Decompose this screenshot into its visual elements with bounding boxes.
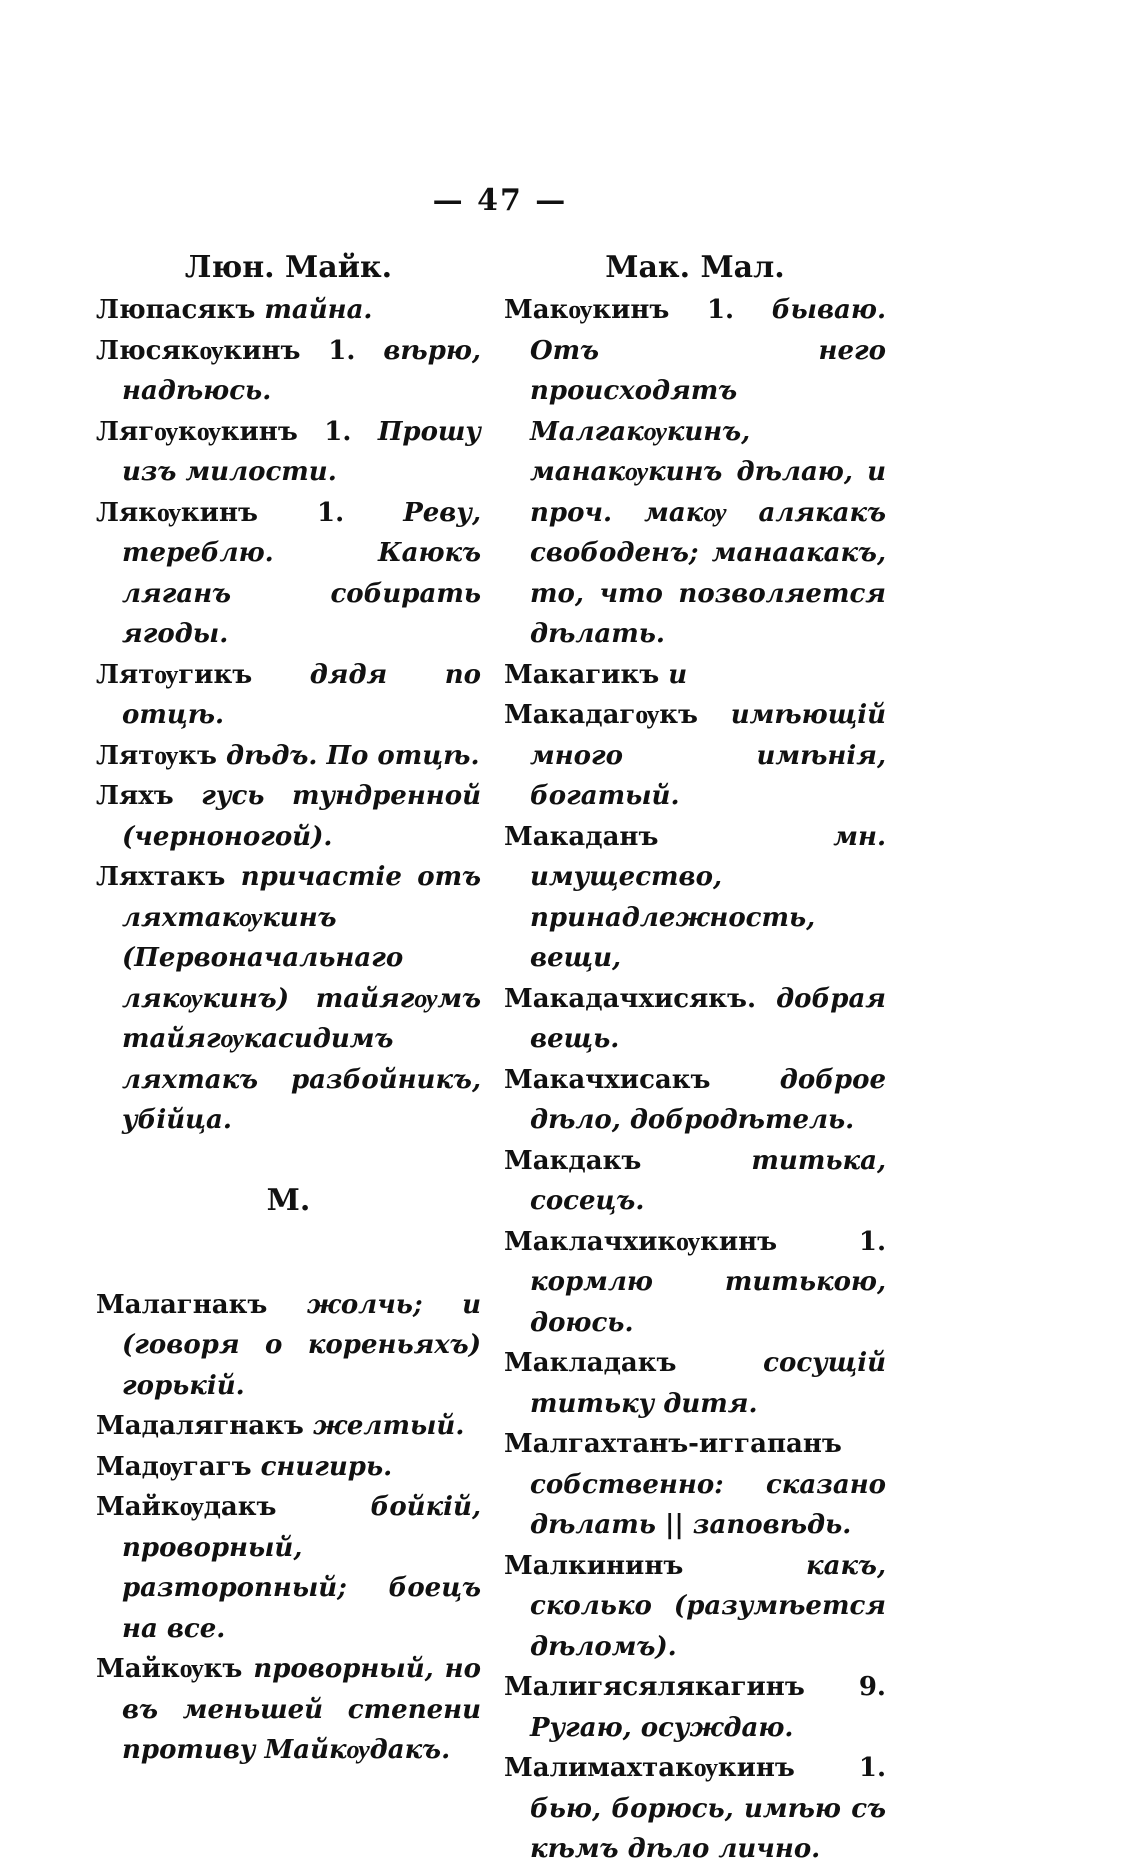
entry-definition: желтый. <box>312 1411 465 1441</box>
dictionary-entry <box>96 1285 481 1407</box>
right-running-header: Мак. Мал. <box>605 250 785 285</box>
entry-definition: гусь тундренной (черноногой). <box>122 781 481 852</box>
dictionary-entry <box>504 1748 886 1870</box>
entry-definition: добрая вещь. <box>530 983 886 1054</box>
entry-definition: дѣдъ. По отцѣ. <box>226 740 480 771</box>
dictionary-entry <box>96 290 481 331</box>
right-entries <box>504 290 886 1870</box>
dictionary-entry <box>96 857 481 1141</box>
section-letter: М. <box>266 1182 311 1218</box>
entry-headword: Лятѹкъ <box>96 740 217 771</box>
entry-definition: Прошу изъ милости. <box>122 416 481 487</box>
dictionary-entry <box>504 290 886 655</box>
entry-definition: тайна. <box>264 295 373 325</box>
entry-definition: и <box>668 659 688 690</box>
left-entries-m <box>96 1285 481 1771</box>
entry-headword: Лякѹкинъ 1. <box>96 497 345 528</box>
dictionary-entry <box>96 1649 481 1771</box>
page-number: — 47 — <box>432 183 568 218</box>
entry-definition: дядя по отцѣ. <box>122 659 481 730</box>
entry-definition: какъ, сколько (разумѣется дѣломъ). <box>530 1550 886 1662</box>
entry-headword: Макаданъ <box>504 821 659 852</box>
entry-definition: имѣющій много имѣнія, богатый. <box>530 700 886 811</box>
dictionary-entry <box>504 1222 886 1344</box>
dictionary-entry <box>504 1424 886 1546</box>
entry-definition: Ругаю, осуждаю. <box>530 1712 794 1743</box>
entry-headword: Малгахтанъ-иггапанъ <box>504 1429 842 1459</box>
left-entries-l <box>96 290 481 1141</box>
dictionary-entry <box>504 1141 886 1222</box>
entry-headword: Люпасякъ <box>96 295 256 325</box>
entry-definition: бываю. Отъ него происходятъ Малгакѹкинъ, манакѹкинъ дѣлаю, и проч. макѹ алякакъ свободенъ; манаакакъ, то, что позволяется дѣлать. <box>530 295 886 649</box>
dictionary-entry <box>96 1406 481 1447</box>
entry-headword: Малкининъ <box>504 1550 684 1581</box>
entry-headword: Лягѹкѹкинъ 1. <box>96 416 352 447</box>
entry-headword: Люсякѹкинъ 1. <box>96 335 356 366</box>
dictionary-entry <box>504 695 886 817</box>
dictionary-entry <box>96 331 481 412</box>
entry-headword: Макадачхисякъ. <box>504 983 757 1014</box>
entry-headword: Макагикъ <box>504 659 660 690</box>
entry-headword: Макадагѹкъ <box>504 700 698 730</box>
dictionary-entry <box>96 1487 481 1649</box>
entry-headword: Ляхтакъ <box>96 862 226 892</box>
entry-headword: Майкѹкъ <box>96 1654 243 1684</box>
entry-definition: причастіе отъ ляхтакѹкинъ (Первоначальнаго лякѹкинъ) тайягѹмъ тайягѹкасидимъ ляхтакъ разбойникъ, убійца. <box>122 862 481 1135</box>
entry-headword: Малигясялякагинъ 9. <box>504 1672 886 1702</box>
dictionary-entry <box>504 979 886 1060</box>
entry-headword: Ляхъ <box>96 781 174 811</box>
dictionary-entry <box>504 817 886 979</box>
entry-definition: бойкій, проворный, разторопный; боецъ на все. <box>122 1492 481 1644</box>
entry-definition: доброе дѣло, добродѣтель. <box>530 1064 886 1135</box>
entry-definition: мн. имущество, принадлежность, вещи, <box>530 821 886 973</box>
dictionary-entry <box>96 776 481 857</box>
entry-headword: Макачхисакъ <box>504 1064 711 1095</box>
entry-headword: Мадалягнакъ <box>96 1411 304 1441</box>
entry-headword: Макѹкинъ 1. <box>504 295 735 325</box>
dictionary-entry <box>504 655 886 696</box>
entry-headword: Малимахтакѹкинъ 1. <box>504 1753 886 1783</box>
entry-definition: собственно: сказано дѣлать || заповѣдь. <box>530 1469 886 1540</box>
dictionary-entry <box>504 1667 886 1748</box>
entry-definition: снигирь. <box>260 1451 393 1482</box>
entry-headword: Лятѹгикъ <box>96 659 253 690</box>
entry-definition: сосущій титьку дитя. <box>530 1348 886 1419</box>
dictionary-entry <box>96 736 481 777</box>
dictionary-entry <box>504 1343 886 1424</box>
right-column <box>504 248 886 1870</box>
entry-definition: кормлю титькою, доюсь. <box>530 1267 886 1338</box>
entry-definition: титька, сосецъ. <box>530 1145 886 1216</box>
entry-definition: проворный, но въ меньшей степени противу Майкѹдакъ. <box>122 1654 481 1765</box>
entry-headword: Маклачхикѹкинъ 1. <box>504 1226 886 1257</box>
left-running-header: Люн. Майк. <box>184 250 393 285</box>
entry-headword: Макладакъ <box>504 1348 677 1378</box>
dictionary-entry <box>504 1546 886 1668</box>
dictionary-entry <box>96 412 481 493</box>
entry-headword: Мадѹгагъ <box>96 1451 252 1482</box>
entry-definition: Реву, тереблю. Каюкъ ляганъ собирать ягоды. <box>122 497 481 649</box>
entry-definition: бью, борюсь, имѣю съ кѣмъ дѣло лично. <box>530 1793 886 1864</box>
entry-definition: вѣрю, надѣюсь. <box>122 335 481 406</box>
entry-definition: жолчь; и (говоря о кореньяхъ) горькій. <box>122 1289 481 1401</box>
dictionary-entry <box>504 1060 886 1141</box>
entry-headword: Макдакъ <box>504 1145 642 1176</box>
entry-headword: Майкѹдакъ <box>96 1492 277 1522</box>
left-column <box>96 248 481 1771</box>
dictionary-entry <box>96 1447 481 1488</box>
entry-headword: Малагнакъ <box>96 1289 268 1320</box>
dictionary-entry <box>96 655 481 736</box>
dictionary-entry <box>96 493 481 655</box>
